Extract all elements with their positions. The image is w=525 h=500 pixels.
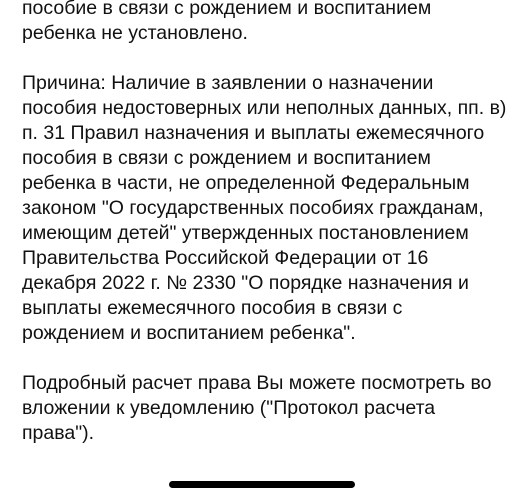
home-indicator[interactable] — [169, 481, 355, 488]
text-line: пособия в связи с рождением и воспитанием — [22, 147, 431, 169]
text-line: права"). — [22, 422, 95, 444]
text-line: вложении к уведомлению ("Протокол расчета — [22, 397, 436, 419]
text-line: пособие в связи с рождением и воспитанием — [22, 0, 432, 19]
result-paragraph — [22, 0, 518, 46]
notification-text — [22, 0, 518, 446]
text-line: рождением и воспитанием ребенка". — [22, 322, 356, 344]
text-line: имеющим детей" утвержденных постановлением — [22, 222, 469, 244]
text-line: выплаты ежемесячного пособия в связи с — [22, 297, 403, 319]
text-line: ребенка не установлено. — [22, 22, 248, 44]
text-line: законом "О государственных пособиях гражданам, — [22, 197, 484, 219]
text-line: декабря 2022 г. № 2330 "О порядке назначения и — [22, 272, 469, 294]
text-line: Причина: Наличие в заявлении о назначении — [22, 72, 434, 94]
text-line: ребенка в части, не определенной Федеральным — [22, 172, 470, 194]
text-line: п. 31 Правил назначения и выплаты ежемесячного — [22, 122, 485, 144]
reason-paragraph — [22, 71, 518, 346]
text-line: Подробный расчет права Вы можете посмотреть во — [22, 372, 492, 394]
text-line: пособия недостоверных или неполных данных, пп. в) — [22, 97, 507, 119]
text-line: Правительства Российской Федерации от 16 — [22, 247, 429, 269]
details-paragraph — [22, 371, 518, 446]
